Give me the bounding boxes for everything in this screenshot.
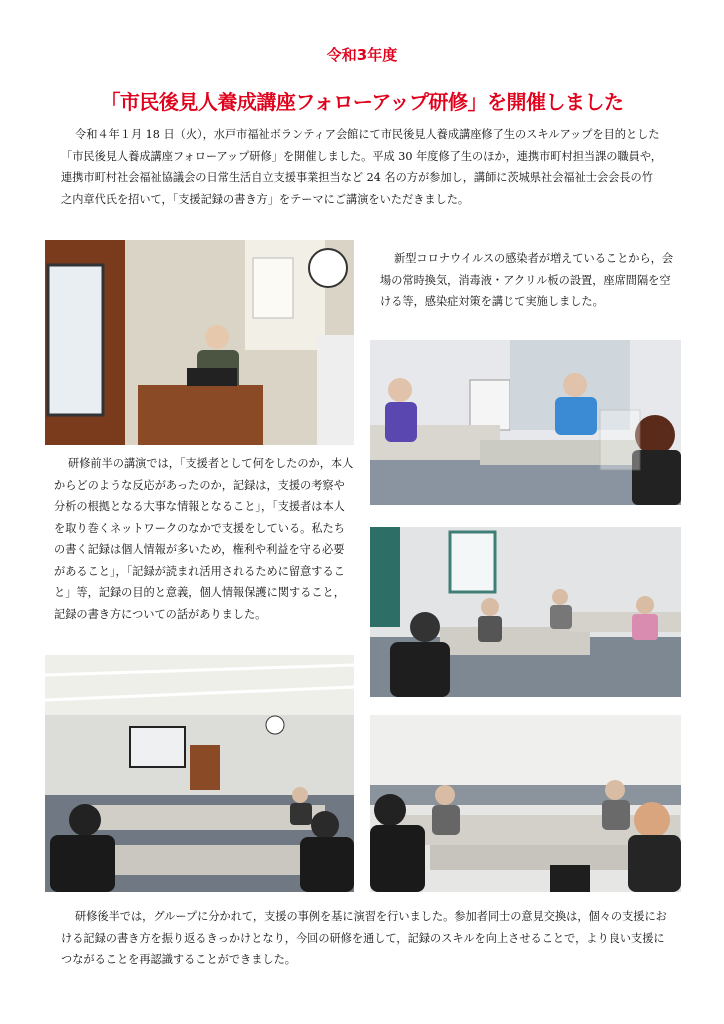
- covid-measures-paragraph: 新型コロナウイルスの感染者が増えていることから，会場の常時換気，消毒液・アクリル板の設置，座席間隔を空ける等，感染症対策を講じて実施しました。: [380, 252, 674, 308]
- group-discussion-photo: [370, 715, 681, 892]
- fiscal-year-heading: 令和3年度: [326, 46, 398, 64]
- participants-table-photo: [370, 340, 681, 505]
- lecture-photo: [45, 240, 354, 445]
- lecture-hall-photo: [45, 655, 354, 892]
- lecture-summary-paragraph: 研修前半の講演では，「支援者として何をしたのか，本人からどのような反応があったのか，記録は，支援の考察や分析の根拠となる大事な情報となること」，「支援者は本人を取り巻くネットワークのなかで支援をしている。私たちの書く記録は個人情報が多いため，権利や利益を守る必要があること」，「記録が読まれ活用されるために留意すること」等，記録の目的と意義，個人情報保護に関すること，記録の書き方についての話がありました。: [54, 457, 354, 621]
- group-work-photo: [370, 527, 681, 697]
- intro-paragraph: 令和４年１月 18 日（火），水戸市福祉ボランティア会館にて市民後見人養成講座修了生のスキルアップを目的とした「市民後見人養成講座フォローアップ研修」を開催しました。平成 30 年度修了生のほか，連携市町村担当課の職員や，連携市町村社会福祉協議会の日常生活自立支援事業担当など 24 名の方が参加し，講師に茨城県社会福祉士会会長の竹之内章代氏を招いて，「支援記録の書き方」をテーマにご講演をいただきました。: [61, 128, 662, 206]
- page-title: 「市民後見人養成講座フォローアップ研修」を開催しました: [100, 90, 624, 114]
- closing-paragraph: 研修後半では，グループに分かれて，支援の事例を基に演習を行いました。参加者同士の意見交換は，個々の支援における記録の書き方を振り返るきっかけとなり，今回の研修を通して，記録のスキルを向上させることで，より良い支援につながることを再認識することができました。: [61, 910, 667, 966]
